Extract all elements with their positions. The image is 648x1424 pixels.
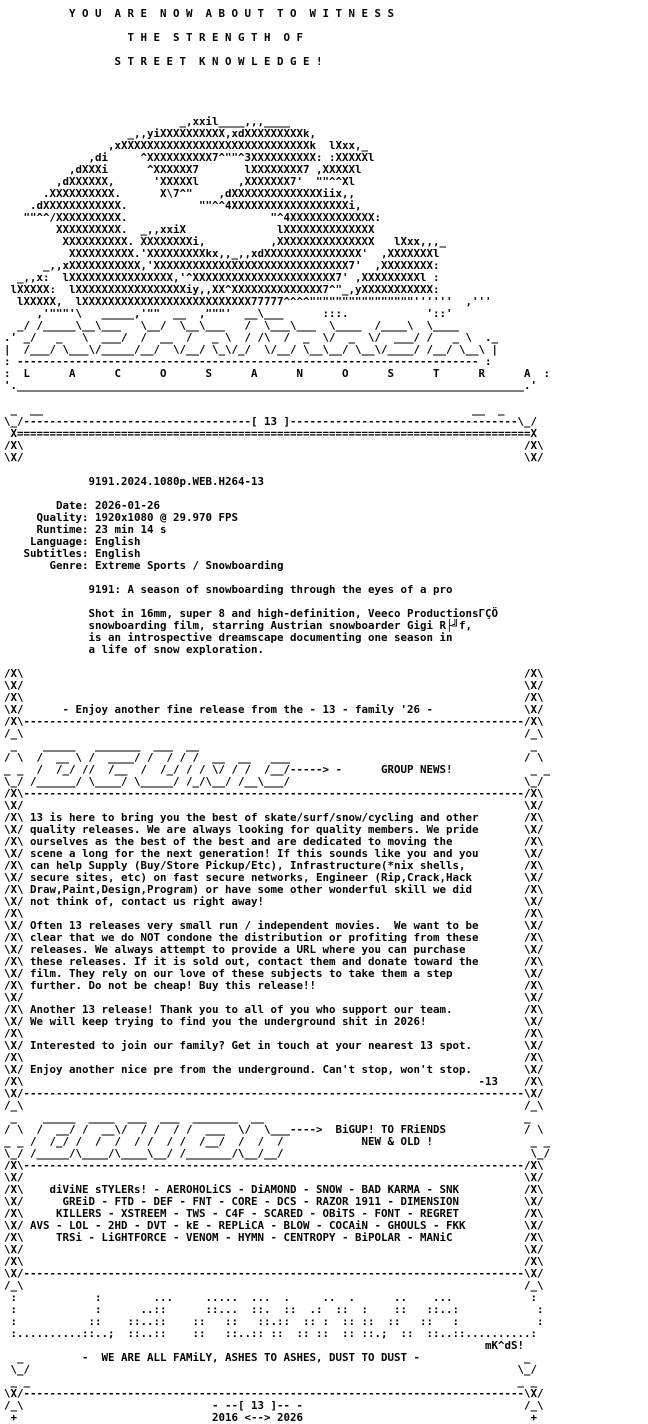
nfo-line: _,,x: lXXXXXXXXXXXXXXXX,'^XXXXXXXXXXXXXXXXXXXXXX7' ,XXXXXXXXXl : xyxy=(4,271,440,284)
nfo-line: \_/ /______/ \____/ \_____/ /_/\__/ /__\___/ \_/ xyxy=(4,775,544,788)
nfo-line: \X/ film. They rely on our love of these subjects to take them a step \X/ xyxy=(4,967,544,980)
nfo-line: Quality: 1920x1080 @ 29.970 FPS xyxy=(4,511,239,524)
nfo-line: ""^^/XXXXXXXXXX. "^4XXXXXXXXXXXXX: xyxy=(4,211,382,224)
nfo-line: /_\ /_\ xyxy=(4,1099,544,1112)
nfo-line: S T R E E T K N O W L E D G E ! xyxy=(4,55,323,68)
nfo-line: _,xxil____,,,____ xyxy=(4,115,291,128)
nfo-line: _/ /_____\__\___ \__/ \__\___ / \___\___ \____ /____\ \____ xyxy=(4,319,460,332)
nfo-line xyxy=(4,92,648,104)
nfo-line: \X/ not think of, contact us right away! \X/ xyxy=(4,895,544,908)
nfo-line: .' _/ _ \ ___/ / __ / _ \ / /\ / _ \/ _ \/ ___/ / _ \ ._ xyxy=(4,331,499,344)
nfo-line: : ----------------------------------------------------------------------- : xyxy=(4,355,492,368)
nfo-line: Subtitles: English xyxy=(4,547,141,560)
nfo-line: \X/ Interested to join our family? Get in touch at your nearest 13 spot. \X/ xyxy=(4,1039,544,1052)
nfo-line: T H E S T R E N G T H O F xyxy=(4,31,304,44)
nfo-line: \X/-----------------------------------------------------------------------------\X/ xyxy=(4,1267,544,1280)
nfo-line: Date: 2026-01-26 xyxy=(4,499,161,512)
nfo-line: ,dXXXi ^XXXXXX7 lXXXXXXXX7 ,XXXXXl xyxy=(4,163,362,176)
nfo-line: mK^dS! xyxy=(4,1339,525,1352)
nfo-line: :..........::..; ::..:: :: ::..:: :: :: :: :: ::.; :: ::..::..........: xyxy=(4,1327,538,1340)
nfo-line: \X/ \X/ xyxy=(4,1171,544,1184)
nfo-line: /X\ /X\ xyxy=(4,1051,544,1064)
nfo-line: _,,xXXXXXXXXXXX,'XXXXXXXXXXXXXXXXXXXXXXXXXXXXXX7' ,XXXXXXXX: xyxy=(4,259,440,272)
nfo-line: /X\ these releases. If it is sold out, contact them and donate toward the /X\ xyxy=(4,955,544,968)
nfo-line: : :: ::..:: :: :: ::.:: :: : :: :: :: :: : : xyxy=(4,1315,544,1328)
nfo-line: /X\ can help Supply (Buy/Store Pickup/Etc), Infrastructure(*nix shells, /X\ xyxy=(4,859,544,872)
nfo-line: \X/ secure sites, etc) on fast secure networks, Engineer (Rip,Crack,Hack \X/ xyxy=(4,871,544,884)
nfo-line: X===============================================================================X xyxy=(4,427,538,440)
nfo-line: \_/ /_____/\____/\____\__/ /_______/\__/__/ \_/ xyxy=(4,1147,551,1160)
nfo-line: snowboarding film, starring Austrian snowboarder Gigi R├╝f, xyxy=(4,619,473,632)
nfo-line: .dXXXXXXXXXXXX. ""^^4XXXXXXXXXXXXXXXXXXi, xyxy=(4,199,362,212)
nfo-line: \X/ releases. We always attempt to provide a URL where you can purchase \X/ xyxy=(4,943,544,956)
nfo-line: is an introspective dreamscape documenting one season in xyxy=(4,631,453,644)
nfo-line: XXXXXXXXXX.'XXXXXXXXXkx,,_,,xdXXXXXXXXXXXXXXX' ,XXXXXXXl xyxy=(4,247,440,260)
nfo-line: /X\-----------------------------------------------------------------------------/X\ xyxy=(4,715,544,728)
nfo-line: XXXXXXXXXX. XXXXXXXXi, ,XXXXXXXXXXXXXXX lXxx,,,_ xyxy=(4,235,447,248)
nfo-line: \X/ AVS - LOL - 2HD - DVT - kE - REPLiCA - BLOW - COCAiN - GHOULS - FKK \X/ xyxy=(4,1219,544,1232)
nfo-line: \_/-----------------------------------[ 13 ]-----------------------------------\_/ xyxy=(4,415,538,428)
nfo-line: | /___/ \___\/_____/__/ \/__/ \_\/_/ \/__/ \__\__/ \__\/____/ /__/ \__\ | xyxy=(4,343,499,356)
nfo-line: : : ... ..... ... . .. . .. ... : xyxy=(4,1291,538,1304)
nfo-line: 9191.2024.1080p.WEB.H264-13 xyxy=(4,475,265,488)
nfo-line: \X/ \X/ xyxy=(4,451,544,464)
nfo-line: /X\ /X\ xyxy=(4,907,544,920)
nfo-line: /X\ /X\ xyxy=(4,1255,544,1268)
nfo-line: _ _ _ _ xyxy=(4,1375,538,1388)
nfo-line: /X\-----------------------------------------------------------------------------/X\ xyxy=(4,787,544,800)
nfo-line: _ _____ _______ ___ __ _ xyxy=(4,739,538,752)
nfo-line: / \ / __/ / __\/ / / / / ___ \/ \___----> BiGUP! TO FRiENDS / \ xyxy=(4,1123,544,1136)
nfo-line: \X/-----------------------------------------------------------------------------\X/ xyxy=(4,1387,544,1400)
nfo-line: Language: English xyxy=(4,535,141,548)
nfo-line: /X\ Draw,Paint,Design,Program) or have some other wonderful skill we did /X\ xyxy=(4,883,544,896)
nfo-line: /_\ - --[ 13 ]-- - /_\ xyxy=(4,1399,544,1412)
nfo-line: \X/ scene a long for the next generation! If this sounds like you and you \X/ xyxy=(4,847,544,860)
nfo-line: _ _ / /_/ / / / / / / / /__/ / / / NEW & OLD ! _ _ xyxy=(4,1135,551,1148)
nfo-line: Shot in 16mm, super 8 and high-definition, Veeco ProductionsΓÇÖ xyxy=(4,607,499,620)
nfo-line: lXXXXX: lXXXXXXXXXXXXXXXXXiy,,XX^XXXXXXXXXXXXXX7^"_,yXXXXXXXXXXX: xyxy=(4,283,440,296)
nfo-line: XXXXXXXXXX. _,,xxiX lXXXXXXXXXXXXXX xyxy=(4,223,375,236)
nfo-line: \X/-----------------------------------------------------------------------------\X/ xyxy=(4,1087,544,1100)
nfo-line: \X/ \X/ xyxy=(4,991,544,1004)
nfo-line: /X\ 13 is here to bring you the best of skate/surf/snow/cycling and other /X\ xyxy=(4,811,544,824)
nfo-line: /X\ Another 13 release! Thank you to all of you who support our team. /X\ xyxy=(4,1003,544,1016)
nfo-line: /_\ /_\ xyxy=(4,727,544,740)
nfo-line: Y O U A R E N O W A B O U T T O W I T N E S S xyxy=(4,7,395,20)
nfo-line: \X/ We will keep trying to find you the underground shit in 2026! \X/ xyxy=(4,1015,544,1028)
nfo-line: /X\ /X\ xyxy=(4,691,544,704)
nfo-line: \X/ Enjoy another nice pre from the underground. Can't stop, won't stop. \X/ xyxy=(4,1063,544,1076)
nfo-line: /X\ ourselves as the best of the best and are dedicated to moving the /X\ xyxy=(4,835,544,848)
nfo-line: /X\ /X\ xyxy=(4,439,544,452)
nfo-line: \X/ \X/ xyxy=(4,1243,544,1256)
nfo-line: ,di ^XXXXXXXXXX7^""^3XXXXXXXXXX: :XXXXXl xyxy=(4,151,375,164)
nfo-line: _ _____ ____ ___ ___ _______ __ _ xyxy=(4,1111,531,1124)
nfo-line: Runtime: 23 min 14 s xyxy=(4,523,167,536)
nfo-line: : L A C O S A N O S T R A : xyxy=(4,367,551,380)
nfo-line: .XXXXXXXXXX. X\7^" ,dXXXXXXXXXXXXXXiix,, xyxy=(4,187,356,200)
nfo-line: ,dXXXXXX, 'XXXXXl ,XXXXXXX7' ""^^Xl xyxy=(4,175,356,188)
nfo-line: _ __ __ _ xyxy=(4,403,505,416)
nfo-line: / \ / __ \ / ____/ / / / / __ __ ___ / \ xyxy=(4,751,544,764)
nfo-line: + 2016 <--> 2026 + xyxy=(4,1411,538,1424)
nfo-line: /X\ further. Do not be cheap! Buy this release!! /X\ xyxy=(4,979,544,992)
nfo-line: \X/ \X/ xyxy=(4,799,544,812)
nfo-line: /X\-----------------------------------------------------------------------------/X\ xyxy=(4,1159,544,1172)
nfo-line: /X\ /X\ xyxy=(4,1027,544,1040)
nfo-line: /_\ /_\ xyxy=(4,1279,544,1292)
nfo-line: /X\ -13 /X\ xyxy=(4,1075,544,1088)
nfo-line: 9191: A season of snowboarding through the eyes of a pro xyxy=(4,583,453,596)
nfo-line: \X/ GREiD - FTD - DEF - FNT - CORE - DCS - RAZOR 1911 - DIMENSION \X/ xyxy=(4,1195,544,1208)
nfo-line: '.______________________________________________________________________________.' xyxy=(4,379,538,392)
nfo-line: /X\ KILLERS - XSTREEM - TWS - C4F - SCARED - OBiTS - FONT - REGRET /X\ xyxy=(4,1207,544,1220)
nfo-line: _ _ / /_/ // /__ / /_/ / / \/ / / /__/-----> - GROUP NEWS! _ _ xyxy=(4,763,551,776)
nfo-line: : : ..:: ::... ::. :: .: :: : :: ::..: : xyxy=(4,1303,544,1316)
nfo-line: _,,yiXXXXXXXXXX,xdXXXXXXXXXk, xyxy=(4,127,317,140)
nfo-line xyxy=(4,68,648,80)
nfo-line: ,'"""'\ _____,'"" __ ,"""' __\___ :::. '::' xyxy=(4,307,453,320)
nfo-line: /X\ diViNE sTYLERs! - AEROHOLiCS - DiAMOND - SNOW - BAD KARMA - SNK /X\ xyxy=(4,1183,544,1196)
nfo-line: \X/ \X/ xyxy=(4,679,544,692)
nfo-line: a life of snow exploration. xyxy=(4,643,265,656)
nfo-line xyxy=(4,80,648,92)
nfo-line: ,xXXXXXXXXXXXXXXXXXXXXXXXXXXXXXk lXxx,_ xyxy=(4,139,369,152)
nfo-line: /X\ /X\ xyxy=(4,667,544,680)
nfo-line: /X\ clear that we do NOT condone the distribution or profiting from these /X\ xyxy=(4,931,544,944)
nfo-line: \X/ Often 13 releases very small run / independent movies. We want to be \X/ xyxy=(4,919,544,932)
nfo-line: /X\ TRSi - LiGHTFORCE - VENOM - HYMN - CENTROPY - BiPOLAR - MANiC /X\ xyxy=(4,1231,544,1244)
nfo-line: \_/ \_/ xyxy=(4,1363,538,1376)
nfo-line: _ - WE ARE ALL FAMiLY, ASHES TO ASHES, DUST TO DUST - _ xyxy=(4,1351,531,1364)
nfo-line: Genre: Extreme Sports / Snowboarding xyxy=(4,559,284,572)
nfo-line: lXXXXX, lXXXXXXXXXXXXXXXXXXXXXXXXXX77777^^^^""""""""""""""""'''''' ,''' xyxy=(4,295,492,308)
nfo-line: \X/ - Enjoy another fine release from the - 13 - family '26 - \X/ xyxy=(4,703,544,716)
nfo-line: \X/ quality releases. We are always looking for quality members. We pride \X/ xyxy=(4,823,544,836)
